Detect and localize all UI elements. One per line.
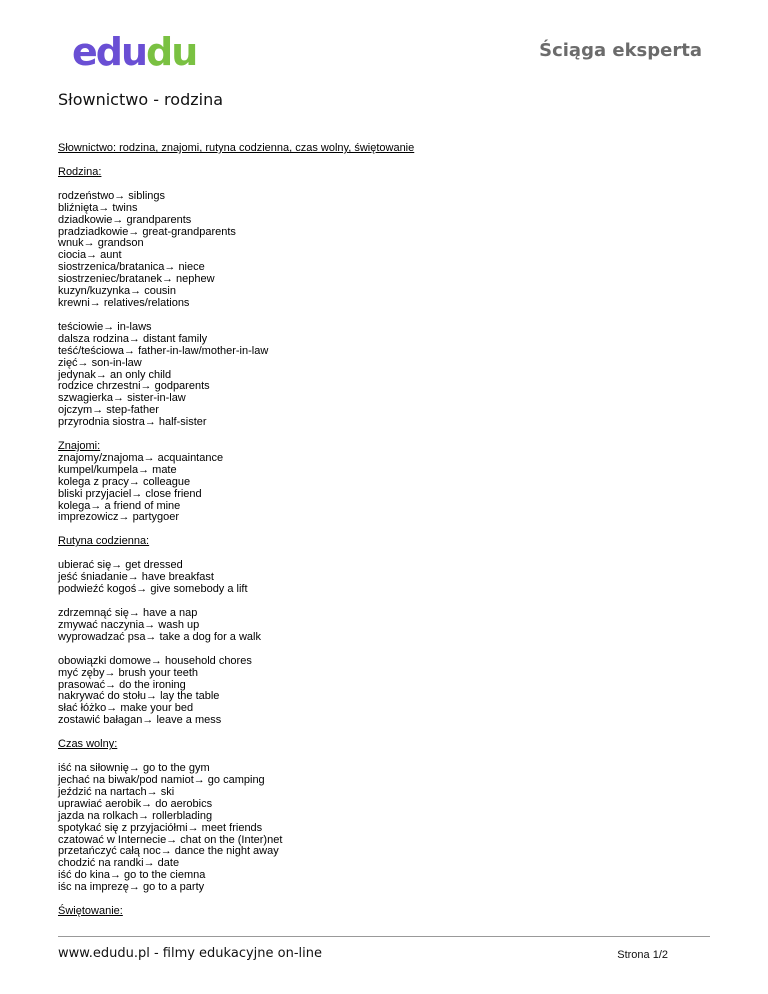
vocab-item: nakrywać do stołu→ lay the table: [58, 690, 220, 703]
vocab-item: prasować→ do the ironing: [58, 678, 186, 691]
vocab-item: myć zęby→ brush your teeth: [58, 666, 199, 679]
vocab-item: uprawiać aerobik→ do aerobics: [58, 797, 213, 810]
vocab-item: obowiązki domowe→ household chores: [58, 654, 252, 667]
vocab-item: ubierać się→ get dressed: [58, 559, 183, 572]
vocab-item: iść na siłownię→ go to the gym: [58, 762, 210, 775]
logo-part-du: du: [146, 30, 197, 74]
vocab-item: iść do kina→ go to the ciemna: [58, 869, 206, 882]
vocabulary-content: [58, 143, 718, 930]
vocab-group: [58, 608, 718, 644]
vocab-item: zmywać naczynia→ wash up: [58, 618, 200, 631]
section-heading: Znajomi:: [58, 440, 101, 453]
vocab-item: przetańczyć całą noc→ dance the night away: [58, 845, 279, 858]
vocab-item: kolega→ a friend of mine: [58, 499, 181, 512]
vocab-item: przyrodnia siostra→ half-sister: [58, 416, 207, 429]
vocab-item: chodzić na randki→ date: [58, 857, 180, 870]
vocab-item: zięć→ son-in-law: [58, 356, 142, 369]
vocab-item: siostrzeniec/bratanek→ nephew: [58, 273, 215, 286]
vocab-group: [58, 560, 718, 596]
vocab-group: [58, 656, 718, 727]
page-number: Strona 1/2: [617, 949, 668, 961]
vocab-item: jechać na biwak/pod namiot→ go camping: [58, 773, 265, 786]
vocab-item: kolega z pracy→ colleague: [58, 475, 191, 488]
section-heading: Świętowanie:: [58, 905, 123, 918]
vocab-item: bliźnięta→ twins: [58, 201, 138, 214]
vocab-item: jazda na rolkach→ rollerblading: [58, 809, 213, 822]
header-tagline: Ściąga eksperta: [539, 40, 702, 61]
footer-site-link[interactable]: www.edudu.pl - filmy edukacyjne on-line: [58, 946, 322, 961]
vocab-item: dalsza rodzina→ distant family: [58, 332, 208, 345]
vocab-item: ojczym→ step-father: [58, 404, 159, 417]
vocab-item: szwagierka→ sister-in-law: [58, 392, 186, 405]
vocab-item: wnuk→ grandson: [58, 237, 144, 250]
vocab-item: rodzeństwo→ siblings: [58, 189, 165, 202]
section-heading: Rodzina:: [58, 165, 102, 178]
vocab-item: kuzyn/kuzynka→ cousin: [58, 285, 176, 298]
vocab-item: iśc na imprezę→ go to a party: [58, 881, 205, 894]
vocab-item: dziadkowie→ grandparents: [58, 213, 192, 226]
vocab-group: [58, 322, 718, 429]
vocab-item: zdrzemnąć się→ have a nap: [58, 607, 198, 619]
page-title: Słownictwo - rodzina: [58, 90, 224, 109]
vocab-group: [58, 763, 718, 894]
vocab-item: spotykać się z przyjaciółmi→ meet friends: [58, 821, 263, 834]
vocab-item: kumpel/kumpela→ mate: [58, 463, 177, 476]
vocab-item: podwieźć kogoś→ give somebody a lift: [58, 583, 248, 596]
vocab-item: imprezowicz→ partygoer: [58, 511, 180, 524]
section-heading: Czas wolny:: [58, 738, 118, 751]
vocab-item: pradziadkowie→ great-grandparents: [58, 225, 236, 238]
edudu-logo: [72, 30, 196, 74]
vocab-group: [58, 191, 718, 310]
vocab-item: bliski przyjaciel→ close friend: [58, 487, 202, 500]
vocab-item: rodzice chrzestni→ godparents: [58, 380, 210, 393]
vocab-item: ciocia→ aunt: [58, 249, 122, 262]
footer-divider: [58, 936, 710, 937]
vocab-item: wyprowadzać psa→ take a dog for a walk: [58, 630, 261, 643]
vocab-item: jeździć na nartach→ ski: [58, 785, 175, 798]
section-heading: Rutyna codzienna:: [58, 535, 150, 548]
vocab-group: [58, 453, 718, 524]
vocab-item: siostrzenica/bratanica→ niece: [58, 261, 205, 274]
vocab-item: jedynak→ an only child: [58, 368, 172, 381]
vocab-item: krewni→ relatives/relations: [58, 296, 190, 309]
intro-heading: Słownictwo: rodzina, znajomi, rutyna codzienna, czas wolny, świętowanie: [58, 142, 415, 154]
vocab-item: teściowie→ in-laws: [58, 320, 152, 333]
vocab-item: zostawić bałagan→ leave a mess: [58, 714, 222, 727]
vocab-item: znajomy/znajoma→ acquaintance: [58, 451, 224, 464]
vocab-item: teść/teściowa→ father-in-law/mother-in-law: [58, 344, 269, 357]
vocab-item: słać łóżko→ make your bed: [58, 702, 194, 715]
logo-part-edu: edu: [72, 30, 147, 74]
vocab-item: czatować w Internecie→ chat on the (Inter)net: [58, 833, 283, 846]
vocab-item: jeść śniadanie→ have breakfast: [58, 571, 214, 584]
